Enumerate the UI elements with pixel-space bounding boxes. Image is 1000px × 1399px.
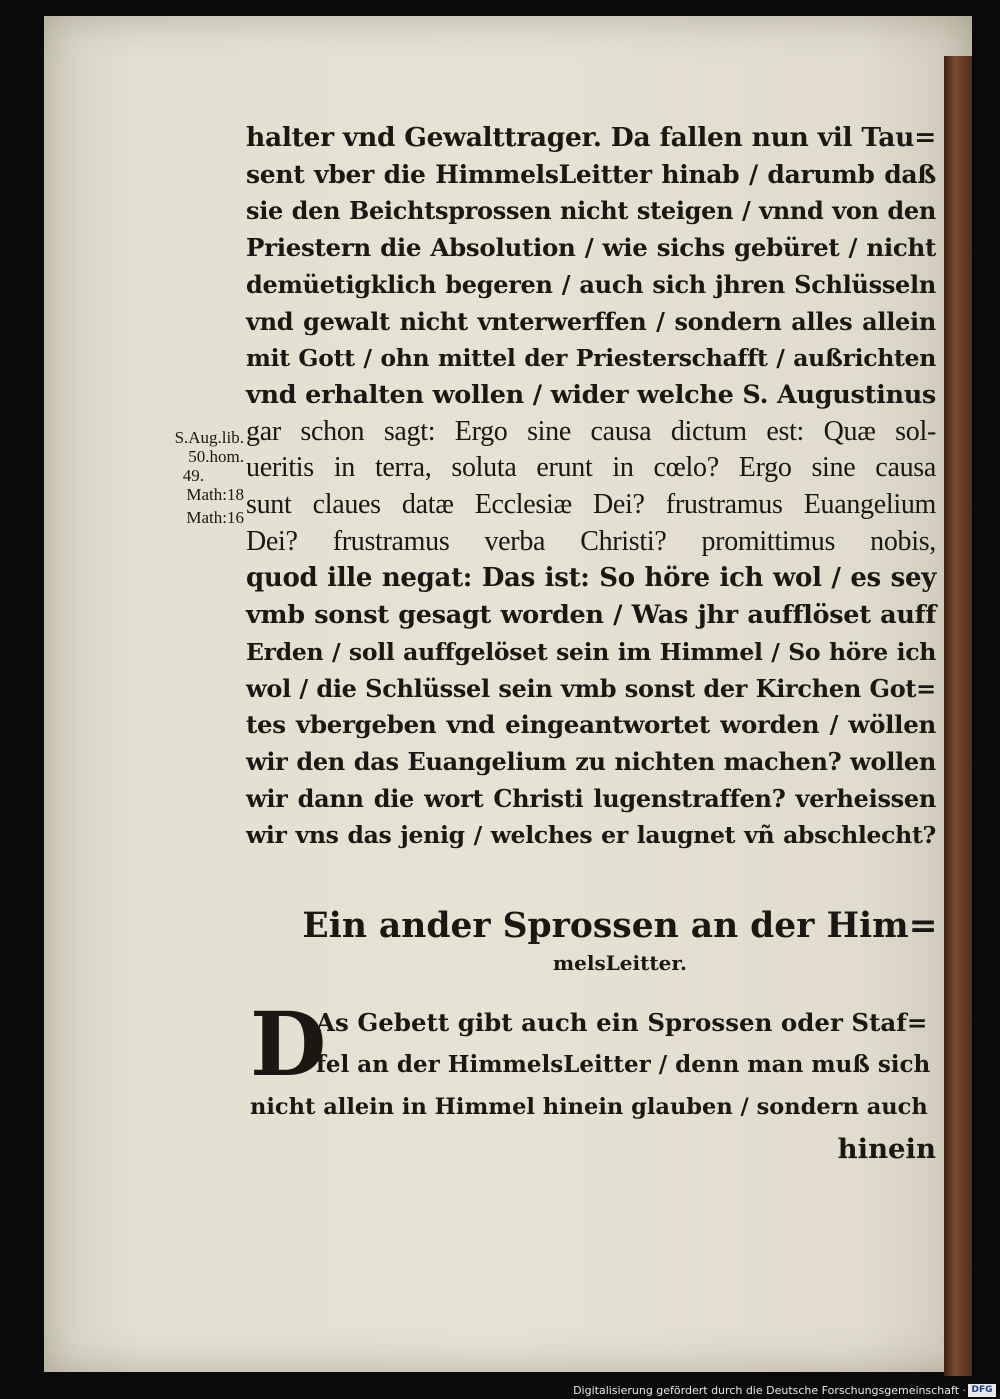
- text-line: As Gebett gibt auch ein Sprossen oder Staf=: [316, 1008, 928, 1037]
- text-line: sent vber die HimmelsLeitter hinab / darumb daß: [246, 159, 936, 189]
- text-line: ueritis in terra, soluta erunt in cœlo? Ergo sine causa: [246, 452, 936, 484]
- section-heading: [300, 904, 940, 978]
- text-line: wir den das Euangelium zu nichten machen? wollen: [246, 746, 936, 776]
- dfg-logo-icon: DFG: [968, 1384, 996, 1397]
- margin-note-augustine: 49.: [182, 466, 204, 485]
- margin-notes: [118, 428, 244, 527]
- text-line: tes vbergeben vnd eingeantwortet worden / wöllen: [246, 710, 936, 740]
- text-line: vnd erhalten wollen / wider welche S. Augustinus: [246, 379, 936, 410]
- text-line: halter vnd Gewalttrager. Da fallen nun vil Tau=: [246, 122, 936, 153]
- text-line: nicht allein in Himmel hinein glauben / sondern auch: [250, 1094, 928, 1120]
- text-line: vnd gewalt nicht vnterwerffen / sondern alles allein: [246, 306, 936, 336]
- text-line: mit Gott / ohn mittel der Priesterschafft / außrichten: [246, 344, 936, 373]
- text-line: wir vns das jenig / welches er laugnet vñ abschlecht?: [246, 821, 936, 850]
- paragraph-prayer: [250, 992, 936, 1170]
- margin-note-matthew-18: Math:18: [186, 485, 244, 504]
- text-line: gar schon sagt: Ergo sine causa dictum est: Quæ sol-: [246, 415, 936, 447]
- text-line: Dei? frustramus verba Christi? promittimus nobis,: [246, 525, 936, 557]
- text-line: wir dann die wort Christi lugenstraffen? verheissen: [246, 783, 936, 813]
- catchword: hinein: [837, 1133, 936, 1165]
- main-text-block: [246, 120, 936, 854]
- text-line: demüetigklich begeren / auch sich jhren Schlüsseln: [246, 269, 936, 299]
- text-line: Priestern die Absolution / wie sichs gebüret / nicht: [246, 233, 936, 263]
- text-line: quod ille negat: Das ist: So höre ich wol / es sey: [246, 563, 936, 594]
- text-line: sie den Beichtsprossen nicht steigen / vnnd von den: [246, 196, 936, 226]
- book-cover-edge: [944, 56, 972, 1376]
- margin-note-matthew-16: Math:16: [186, 508, 244, 527]
- margin-note-augustine: S.Aug.lib.: [174, 428, 244, 447]
- text-line: sunt claues datæ Ecclesiæ Dei? frustramus Euangelium: [246, 489, 936, 521]
- digitization-credit: Digitalisierung gefördert durch die Deutsche Forschungsgemeinschaft ·: [573, 1384, 966, 1397]
- decorated-initial: D: [250, 992, 327, 1096]
- margin-note-augustine: 50.hom.: [188, 447, 244, 466]
- heading-line-1: Ein ander Sprossen an der Him=: [302, 906, 938, 946]
- text-line: vmb sonst gesagt worden / Was jhr aufflöset auff: [246, 600, 936, 631]
- text-line: fel an der HimmelsLeitter / denn man muß sich: [316, 1051, 931, 1078]
- heading-line-2: melsLeitter.: [553, 951, 687, 975]
- text-line: Erden / soll auffgelöset sein im Himmel / So höre ich: [246, 637, 936, 666]
- text-line: wol / die Schlüssel sein vmb sonst der Kirchen Got=: [246, 673, 936, 703]
